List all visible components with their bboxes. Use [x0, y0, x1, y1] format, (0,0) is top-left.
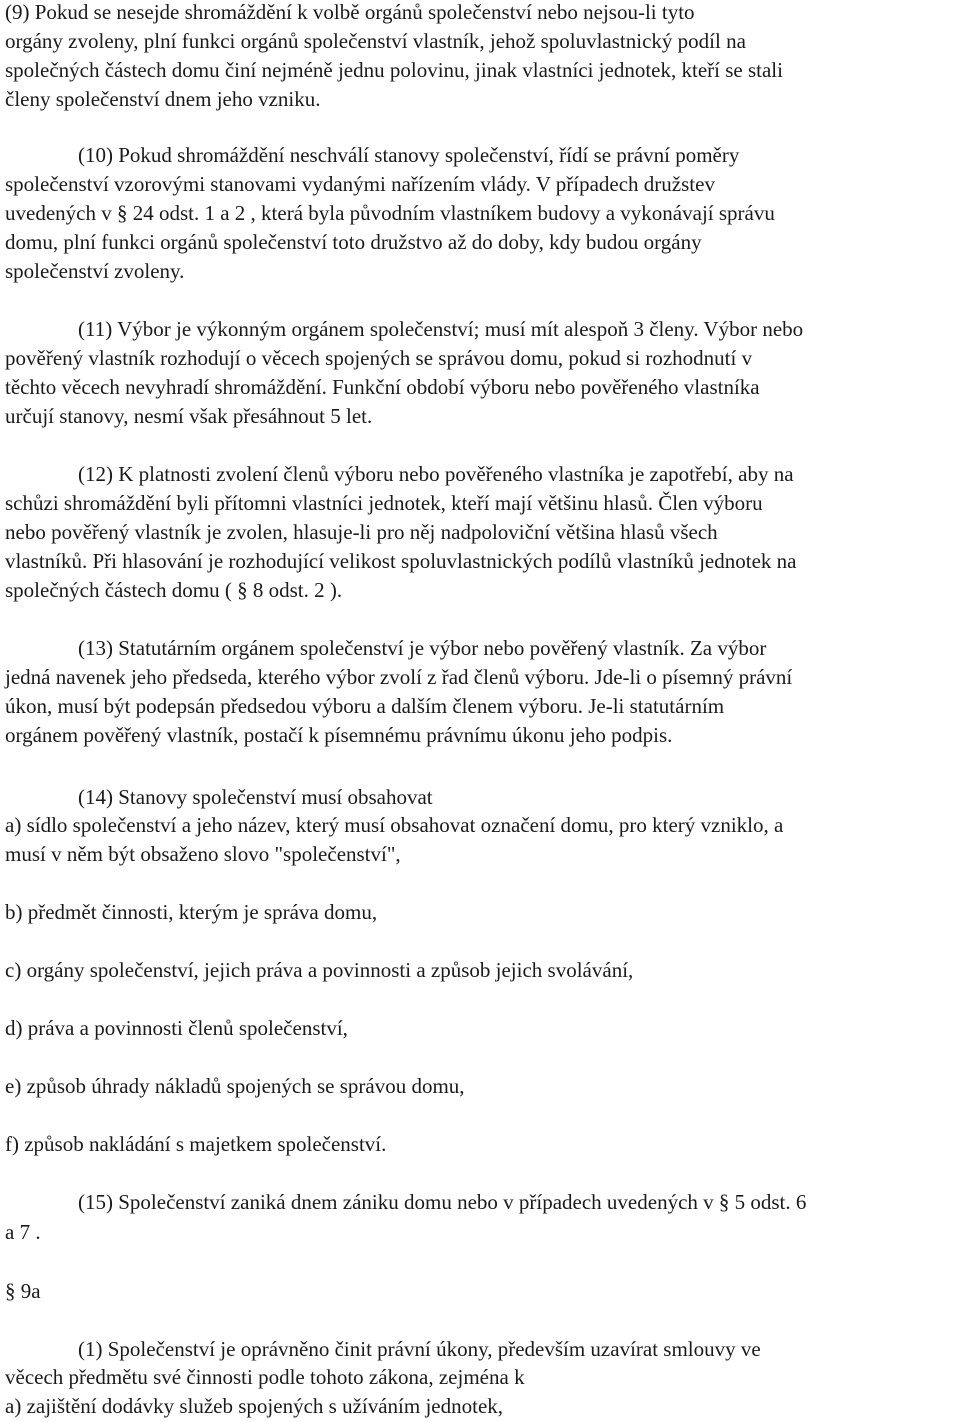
paragraph-12-line-5: společných částech domu ( § 8 odst. 2 ). [5, 578, 343, 602]
paragraph-14-item-b: b) předmět činnosti, kterým je správa domu, [5, 900, 378, 924]
section-9a-paragraph-1-line-1: (1) Společenství je oprávněno činit právní úkony, především uzavírat smlouvy ve [78, 1337, 761, 1361]
paragraph-15-line-2: a 7 . [5, 1220, 41, 1244]
paragraph-9-line-3: společných částech domu činí nejméně jednu polovinu, jinak vlastníci jednotek, kteří se stali [5, 58, 783, 82]
paragraph-14-item-a-line-2: musí v něm být obsaženo slovo "společenství", [5, 842, 401, 866]
paragraph-10-line-1: (10) Pokud shromáždění neschválí stanovy společenství, řídí se právní poměry [78, 143, 740, 167]
paragraph-9-line-2: orgány zvoleny, plní funkci orgánů společenství vlastník, jehož spoluvlastnický podíl na [5, 29, 746, 53]
paragraph-10-line-4: domu, plní funkci orgánů společenství toto družstvo až do doby, kdy budou orgány [5, 230, 702, 254]
paragraph-10-line-2: společenství vzorovými stanovami vydanými nařízením vlády. V případech družstev [5, 172, 715, 196]
paragraph-11-line-3: těchto věcech nevyhradí shromáždění. Funkční období výboru nebo pověřeného vlastníka [5, 375, 760, 399]
paragraph-14-item-f: f) způsob nakládání s majetkem společenství. [5, 1132, 387, 1156]
paragraph-13-line-1: (13) Statutárním orgánem společenství je výbor nebo pověřený vlastník. Za výbor [78, 636, 767, 660]
paragraph-14-item-e: e) způsob úhrady nákladů spojených se správou domu, [5, 1074, 465, 1098]
paragraph-14-item-c: c) orgány společenství, jejich práva a povinnosti a způsob jejich svolávání, [5, 958, 634, 982]
paragraph-9-line-4: členy společenství dnem jeho vzniku. [5, 87, 321, 111]
paragraph-10-line-3: uvedených v § 24 odst. 1 a 2 , která byla původním vlastníkem budovy a vykonávají správu [5, 201, 775, 225]
paragraph-11-line-2: pověřený vlastník rozhodují o věcech spojených se správou domu, pokud si rozhodnutí v [5, 346, 753, 370]
paragraph-13-line-2: jedná navenek jeho předseda, kterého výbor zvolí z řad členů výboru. Jde-li o písemný právní [5, 665, 793, 689]
paragraph-14-item-a-line-1: a) sídlo společenství a jeho název, který musí obsahovat označení domu, pro který vzniklo, a [5, 813, 784, 837]
paragraph-14-line-1: (14) Stanovy společenství musí obsahovat [78, 785, 433, 809]
paragraph-12-line-4: vlastníků. Při hlasování je rozhodující velikost spoluvlastnických podílů vlastníků jednotek na [5, 549, 797, 573]
paragraph-12-line-1: (12) K platnosti zvolení členů výboru nebo pověřeného vlastníka je zapotřebí, aby na [78, 462, 794, 486]
paragraph-13-line-4: orgánem pověřený vlastník, postačí k písemnému právnímu úkonu jeho podpis. [5, 723, 673, 747]
section-9a-paragraph-1-line-3: a) zajištění dodávky služeb spojených s užíváním jednotek, [5, 1394, 504, 1418]
paragraph-13-line-3: úkon, musí být podepsán předsedou výboru a dalším členem výboru. Je-li statutárním [5, 694, 725, 718]
paragraph-11-line-4: určují stanovy, nesmí však přesáhnout 5 let. [5, 404, 373, 428]
paragraph-12-line-2: schůzi shromáždění byli přítomni vlastníci jednotek, kteří mají většinu hlasů. Člen výboru [5, 491, 763, 515]
paragraph-12-line-3: nebo pověřený vlastník je zvolen, hlasuje-li pro něj nadpoloviční většina hlasů všech [5, 520, 718, 544]
paragraph-11-line-1: (11) Výbor je výkonným orgánem společenství; musí mít alespoň 3 členy. Výbor nebo [78, 317, 804, 341]
paragraph-9-line-1: (9) Pokud se nesejde shromáždění k volbě orgánů společenství nebo nejsou-li tyto [5, 0, 695, 24]
paragraph-10-line-5: společenství zvoleny. [5, 259, 185, 283]
section-heading-9a: § 9a [5, 1279, 41, 1303]
paragraph-15-line-1: (15) Společenství zaniká dnem zániku domu nebo v případech uvedených v § 5 odst. 6 [78, 1190, 807, 1214]
section-9a-paragraph-1-line-2: věcech předmětu své činnosti podle tohoto zákona, zejména k [5, 1365, 525, 1389]
paragraph-14-item-d: d) práva a povinnosti členů společenství, [5, 1016, 348, 1040]
